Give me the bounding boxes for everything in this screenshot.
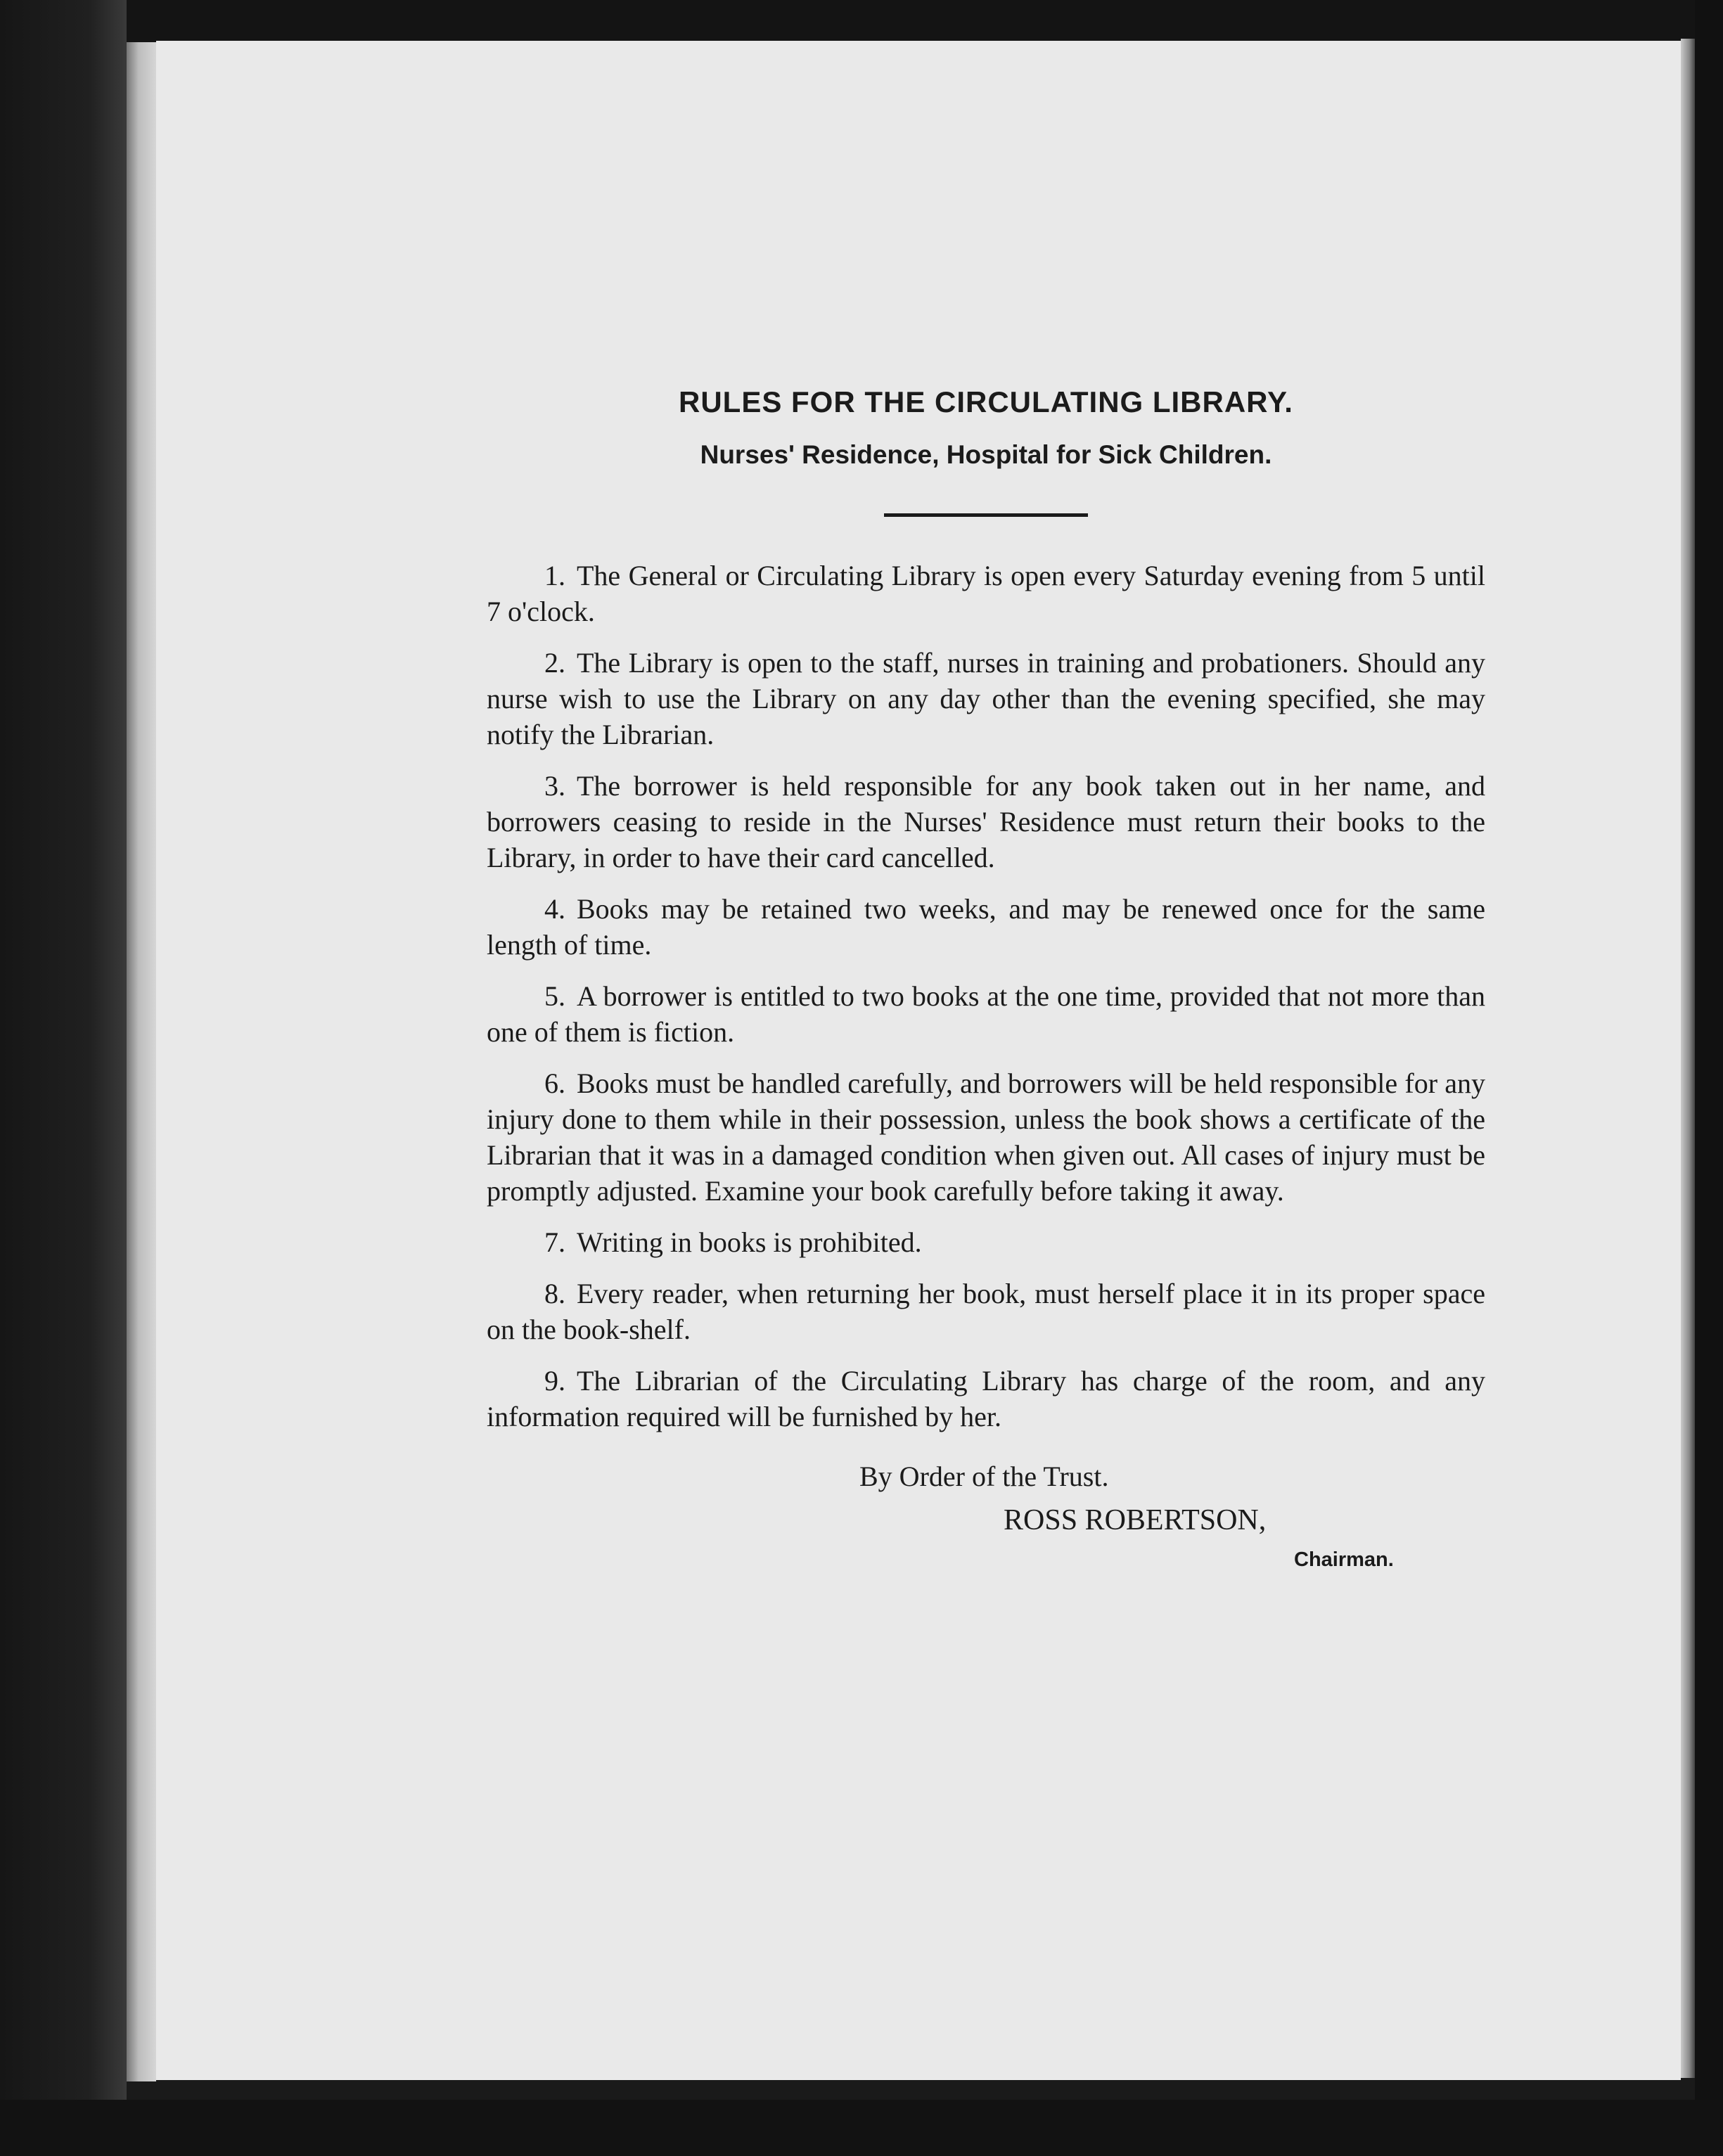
rule-number: 3. [544,770,565,802]
scan-right-edge [1695,0,1723,2156]
rule-text: A borrower is entitled to two books at the one time, provided that not more than one of them is fiction. [487,980,1485,1048]
rule-number: 8. [544,1278,565,1309]
by-order-line: By Order of the Trust. [859,1461,1109,1492]
page-subtitle: Nurses' Residence, Hospital for Sick Children. [700,440,1272,469]
rule-item [487,1276,1485,1347]
rule-text: The Library is open to the staff, nurses in training and probationers. Should any nurse wish to use the Library on any day other than the evening specified, she may notify the Librarian. [487,647,1485,750]
rule-text: Books must be handled carefully, and borrowers will be held responsible for any injury done to them while in their possession, unless the book shows a certificate of the Librarian that it was in a damaged condition when given out. All cases of injury must be promptly adjusted. Examine your book carefully before taking it away. [487,1067,1485,1207]
title-divider [884,513,1088,517]
rule-number: 1. [544,560,565,591]
rule-text: Every reader, when returning her book, must herself place it in its proper space on the book-shelf. [487,1278,1485,1345]
rule-text: Writing in books is prohibited. [577,1226,922,1258]
rule-item [487,768,1485,875]
rule-item [487,1065,1485,1209]
rule-item [487,1363,1485,1435]
rule-text: The borrower is held responsible for any book taken out in her name, and borrowers ceasing to reside in the Nurses' Residence must return their books to the Library, in order to have their card cancelled. [487,770,1485,873]
rule-number: 6. [544,1067,565,1099]
signoff-block [487,1460,1485,1600]
rule-text: Books may be retained two weeks, and may be renewed once for the same length of time. [487,893,1485,961]
rule-text: The Librarian of the Circulating Library has charge of the room, and any information required will be furnished by her. [487,1365,1485,1432]
rule-item [487,645,1485,752]
page-content [487,385,1485,1600]
rule-item [487,978,1485,1050]
signer-name: ROSS ROBERTSON, [1004,1504,1267,1536]
rule-text: The General or Circulating Library is open every Saturday evening from 5 until 7 o'clock. [487,560,1485,627]
page-binding [127,42,156,2081]
rule-number: 7. [544,1226,565,1258]
rule-item [487,1224,1485,1260]
page-right-edge [1681,39,1695,2078]
page-title: RULES FOR THE CIRCULATING LIBRARY. [679,385,1293,418]
signer-title: Chairman. [1294,1548,1394,1571]
scan-left-edge [0,0,127,2156]
rule-item [487,891,1485,963]
rule-number: 9. [544,1365,565,1397]
scan-bottom-edge [0,2100,1723,2156]
rule-number: 4. [544,893,565,925]
rules-list [487,558,1485,1435]
rule-number: 5. [544,980,565,1012]
rule-item [487,558,1485,629]
document-page [156,41,1681,2080]
rule-number: 2. [544,647,565,679]
